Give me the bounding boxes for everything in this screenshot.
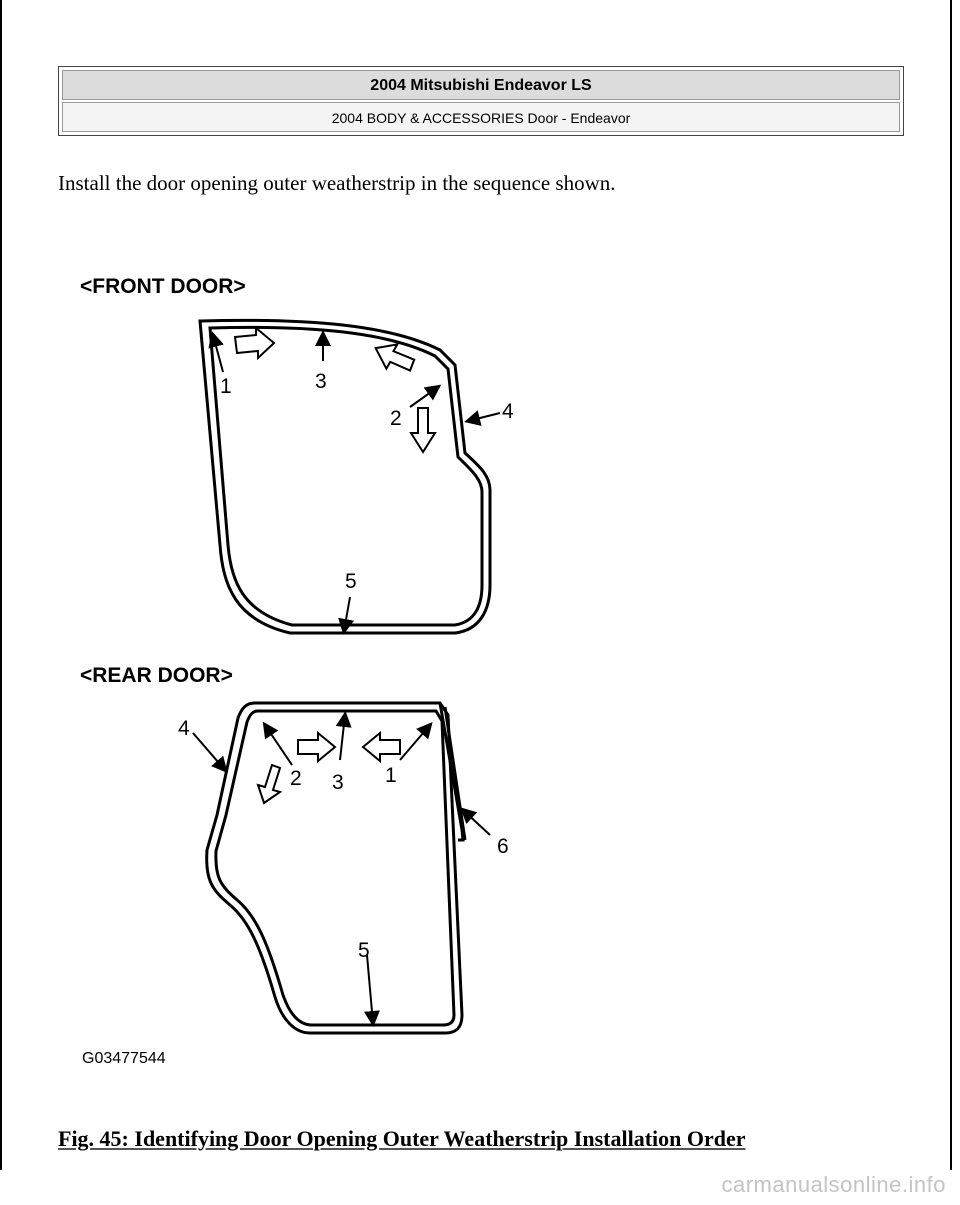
rear-door-label: <REAR DOOR> [80, 664, 233, 687]
rear-flow-arrows [258, 733, 400, 803]
rear-callout-5: 5 [358, 939, 370, 962]
figure-code: G03477544 [82, 1050, 166, 1067]
rear-callout-1: 1 [385, 764, 397, 787]
front-door-label: <FRONT DOOR> [80, 275, 246, 298]
rear-callout-4: 4 [178, 717, 190, 740]
section-subtitle: 2004 BODY & ACCESSORIES Door - Endeavor [62, 102, 900, 132]
weatherstrip-diagram [60, 255, 620, 1085]
front-callout-5: 5 [345, 570, 357, 593]
document-header [58, 66, 904, 136]
rear-callout-3: 3 [332, 771, 344, 794]
rear-door-outline [207, 703, 465, 1033]
front-flow-arrows [235, 328, 435, 452]
watermark: carmanualsonline.info [721, 1172, 946, 1197]
front-callout-3: 3 [315, 370, 327, 393]
front-callout-2: 2 [390, 407, 402, 430]
figure-caption: Fig. 45: Identifying Door Opening Outer Weatherstrip Installation Order [58, 1126, 746, 1151]
front-callout-numbers [220, 370, 514, 593]
rear-callout-6: 6 [497, 835, 509, 858]
instruction-text: Install the door opening outer weatherstrip in the sequence shown. [58, 171, 616, 195]
front-callout-4: 4 [502, 400, 514, 423]
vehicle-title: 2004 Mitsubishi Endeavor LS [62, 70, 900, 100]
rear-callout-2: 2 [290, 767, 302, 790]
front-callout-1: 1 [220, 375, 232, 398]
